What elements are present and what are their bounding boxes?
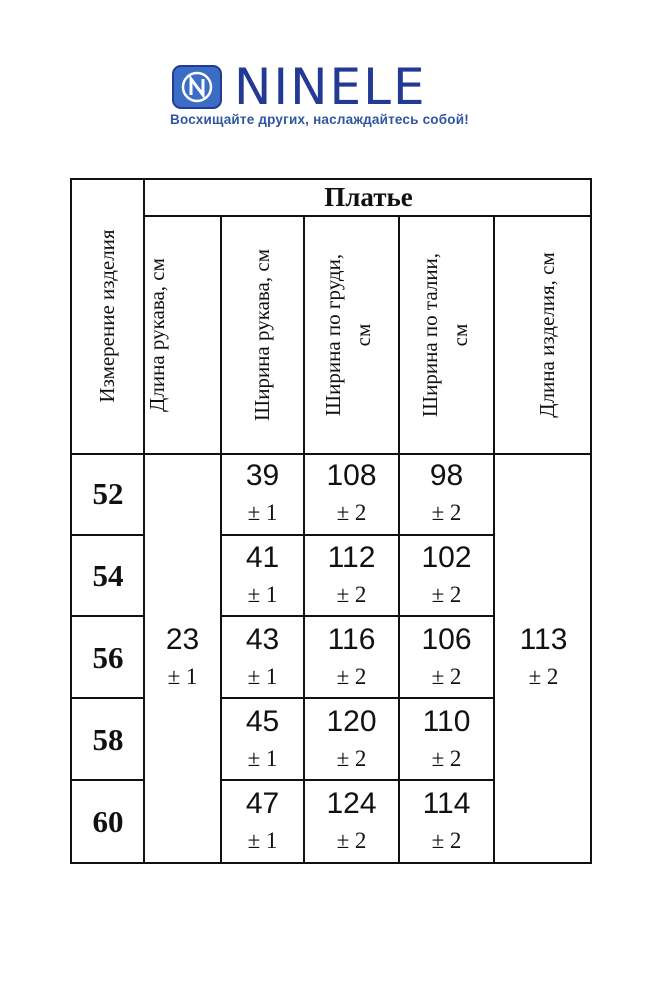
chest-width-value: 112	[327, 541, 376, 574]
column-header-sleeve-length: Длина рукава, см	[145, 258, 169, 412]
column-header-waist-width	[415, 215, 475, 455]
sleeve-length-tolerance: ± 1	[167, 664, 198, 689]
product-length-cell	[495, 624, 592, 692]
chest-width-cell	[305, 624, 398, 692]
size-label-56: 56	[92, 640, 124, 675]
sleeve-width-tolerance: ± 1	[247, 664, 278, 689]
waist-width-tolerance: ± 2	[431, 828, 462, 853]
chest-width-cell	[305, 542, 398, 610]
sleeve-width-value: 47	[245, 787, 280, 820]
sleeve-width-tolerance: ± 1	[247, 500, 278, 525]
size-label-60: 60	[92, 804, 124, 839]
divider-row-1-mid	[222, 534, 493, 536]
waist-width-cell	[400, 624, 493, 692]
sleeve-width-tolerance: ± 1	[247, 828, 278, 853]
column-header-waist-line1: Ширина по талии,	[418, 252, 442, 418]
divider-row-3-mid	[222, 697, 493, 699]
divider-row-2	[70, 615, 145, 617]
divider-row-1	[70, 534, 145, 536]
brand-logo	[172, 58, 427, 116]
sleeve-length-value: 23	[165, 623, 200, 656]
waist-width-cell	[400, 706, 493, 774]
size-label-52: 52	[92, 476, 124, 511]
column-header-chest-line2: см	[351, 323, 375, 347]
sleeve-width-value: 43	[245, 623, 280, 656]
sleeve-width-cell	[222, 460, 303, 528]
sleeve-width-value: 39	[245, 459, 280, 492]
waist-width-value: 106	[421, 623, 472, 656]
sleeve-width-value: 45	[245, 705, 280, 738]
chest-width-cell	[305, 706, 398, 774]
chest-width-value: 116	[327, 623, 376, 656]
brand-tagline: Восхищайте других, наслаждайтесь собой!	[170, 112, 469, 127]
divider-col-4	[493, 217, 495, 864]
waist-width-cell	[400, 542, 493, 610]
chest-width-value: 120	[326, 705, 377, 738]
divider-row-2-mid	[222, 615, 493, 617]
chest-width-tolerance: ± 2	[336, 828, 367, 853]
row-header-label: Измерение изделия	[95, 229, 119, 403]
sleeve-width-value: 41	[245, 541, 280, 574]
chest-width-value: 108	[326, 459, 377, 492]
waist-width-tolerance: ± 2	[431, 664, 462, 689]
waist-width-tolerance: ± 2	[431, 500, 462, 525]
waist-width-cell	[400, 460, 493, 528]
waist-width-value: 114	[422, 787, 471, 820]
chest-width-cell	[305, 460, 398, 528]
column-header-product-length: Длина изделия, см	[535, 252, 559, 418]
sleeve-length-cell	[145, 624, 220, 692]
column-header-sleeve-width: Ширина рукава, см	[250, 249, 274, 421]
size-label-58: 58	[92, 722, 124, 757]
waist-width-value: 102	[421, 541, 472, 574]
product-length-value: 113	[519, 623, 568, 656]
waist-width-value: 98	[429, 459, 464, 492]
waist-width-tolerance: ± 2	[431, 746, 462, 771]
brand-name: NINELE	[234, 58, 427, 116]
chest-width-tolerance: ± 2	[336, 746, 367, 771]
chest-width-tolerance: ± 2	[336, 664, 367, 689]
sleeve-width-tolerance: ± 1	[247, 582, 278, 607]
divider-row-3	[70, 697, 145, 699]
waist-width-value: 110	[422, 705, 471, 738]
divider-row-4	[70, 779, 145, 781]
chest-width-tolerance: ± 2	[336, 500, 367, 525]
waist-width-cell	[400, 788, 493, 856]
product-length-tolerance: ± 2	[528, 664, 559, 689]
sleeve-width-cell	[222, 706, 303, 774]
column-header-chest-width	[318, 215, 378, 455]
sleeve-width-tolerance: ± 1	[247, 746, 278, 771]
divider-row-4-mid	[222, 779, 493, 781]
column-header-chest-line1: Ширина по груди,	[321, 253, 345, 417]
sleeve-width-cell	[222, 542, 303, 610]
column-header-waist-line2: см	[448, 323, 472, 347]
table-title: Платье	[324, 182, 413, 212]
size-label-54: 54	[92, 558, 124, 593]
ninele-logo-mark-icon	[172, 65, 222, 109]
chest-width-cell	[305, 788, 398, 856]
chest-width-tolerance: ± 2	[336, 582, 367, 607]
chest-width-value: 124	[326, 787, 377, 820]
waist-width-tolerance: ± 2	[431, 582, 462, 607]
sleeve-width-cell	[222, 624, 303, 692]
sleeve-width-cell	[222, 788, 303, 856]
